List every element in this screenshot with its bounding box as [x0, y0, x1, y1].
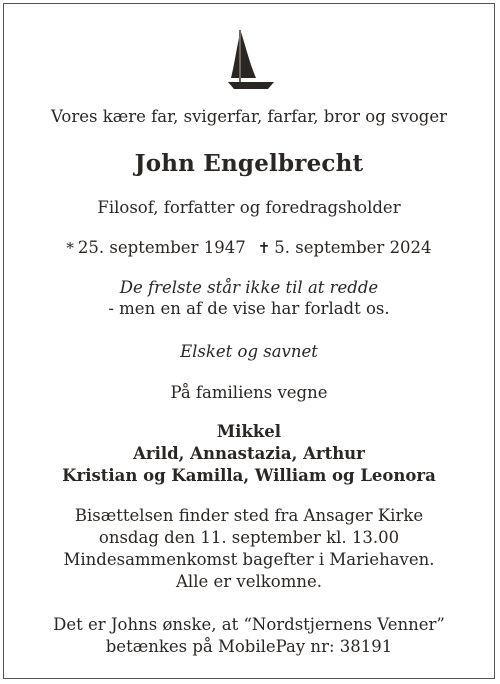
- funeral-line-2: onsdag den 11. september kl. 13.00: [98, 528, 400, 547]
- life-dates: [4, 237, 494, 259]
- funeral-line-4: Alle er velkomne.: [176, 572, 322, 591]
- quote-line-1: De frelste står ikke til at redde: [119, 278, 379, 297]
- funeral-line-3: Mindesammenkomst bagefter i Mariehaven.: [63, 550, 435, 569]
- loved-text: Elsket og savnet: [180, 342, 318, 361]
- profession-text: Filosof, forfatter og foredragsholder: [97, 198, 401, 217]
- on-behalf-text: På familiens vegne: [170, 383, 328, 402]
- deceased-name: John Engelbrecht: [134, 150, 364, 177]
- wish-line-1: Det er Johns ønske, at “Nordstjernens Venner”: [53, 615, 445, 634]
- sailboat-icon: [228, 28, 276, 92]
- family-line-1: Mikkel: [216, 422, 282, 441]
- obituary-frame: [3, 3, 495, 679]
- intro-text: Vores kære far, svigerfar, farfar, bror og svoger: [51, 107, 447, 126]
- wish-line-2: betænkes på MobilePay nr: 38191: [105, 637, 393, 656]
- quote-line-2: - men en af de vise har forladt os.: [108, 299, 390, 318]
- family-line-3: Kristian og Kamilla, William og Leonora: [62, 466, 436, 485]
- cross-icon: ✝: [257, 239, 271, 257]
- death-date: 5. september 2024: [274, 238, 432, 257]
- family-line-2: Arild, Annastazia, Arthur: [133, 444, 365, 463]
- birth-date: 25. september 1947: [77, 238, 246, 257]
- birth-symbol: *: [66, 239, 74, 257]
- funeral-line-1: Bisættelsen finder sted fra Ansager Kirke: [74, 506, 424, 525]
